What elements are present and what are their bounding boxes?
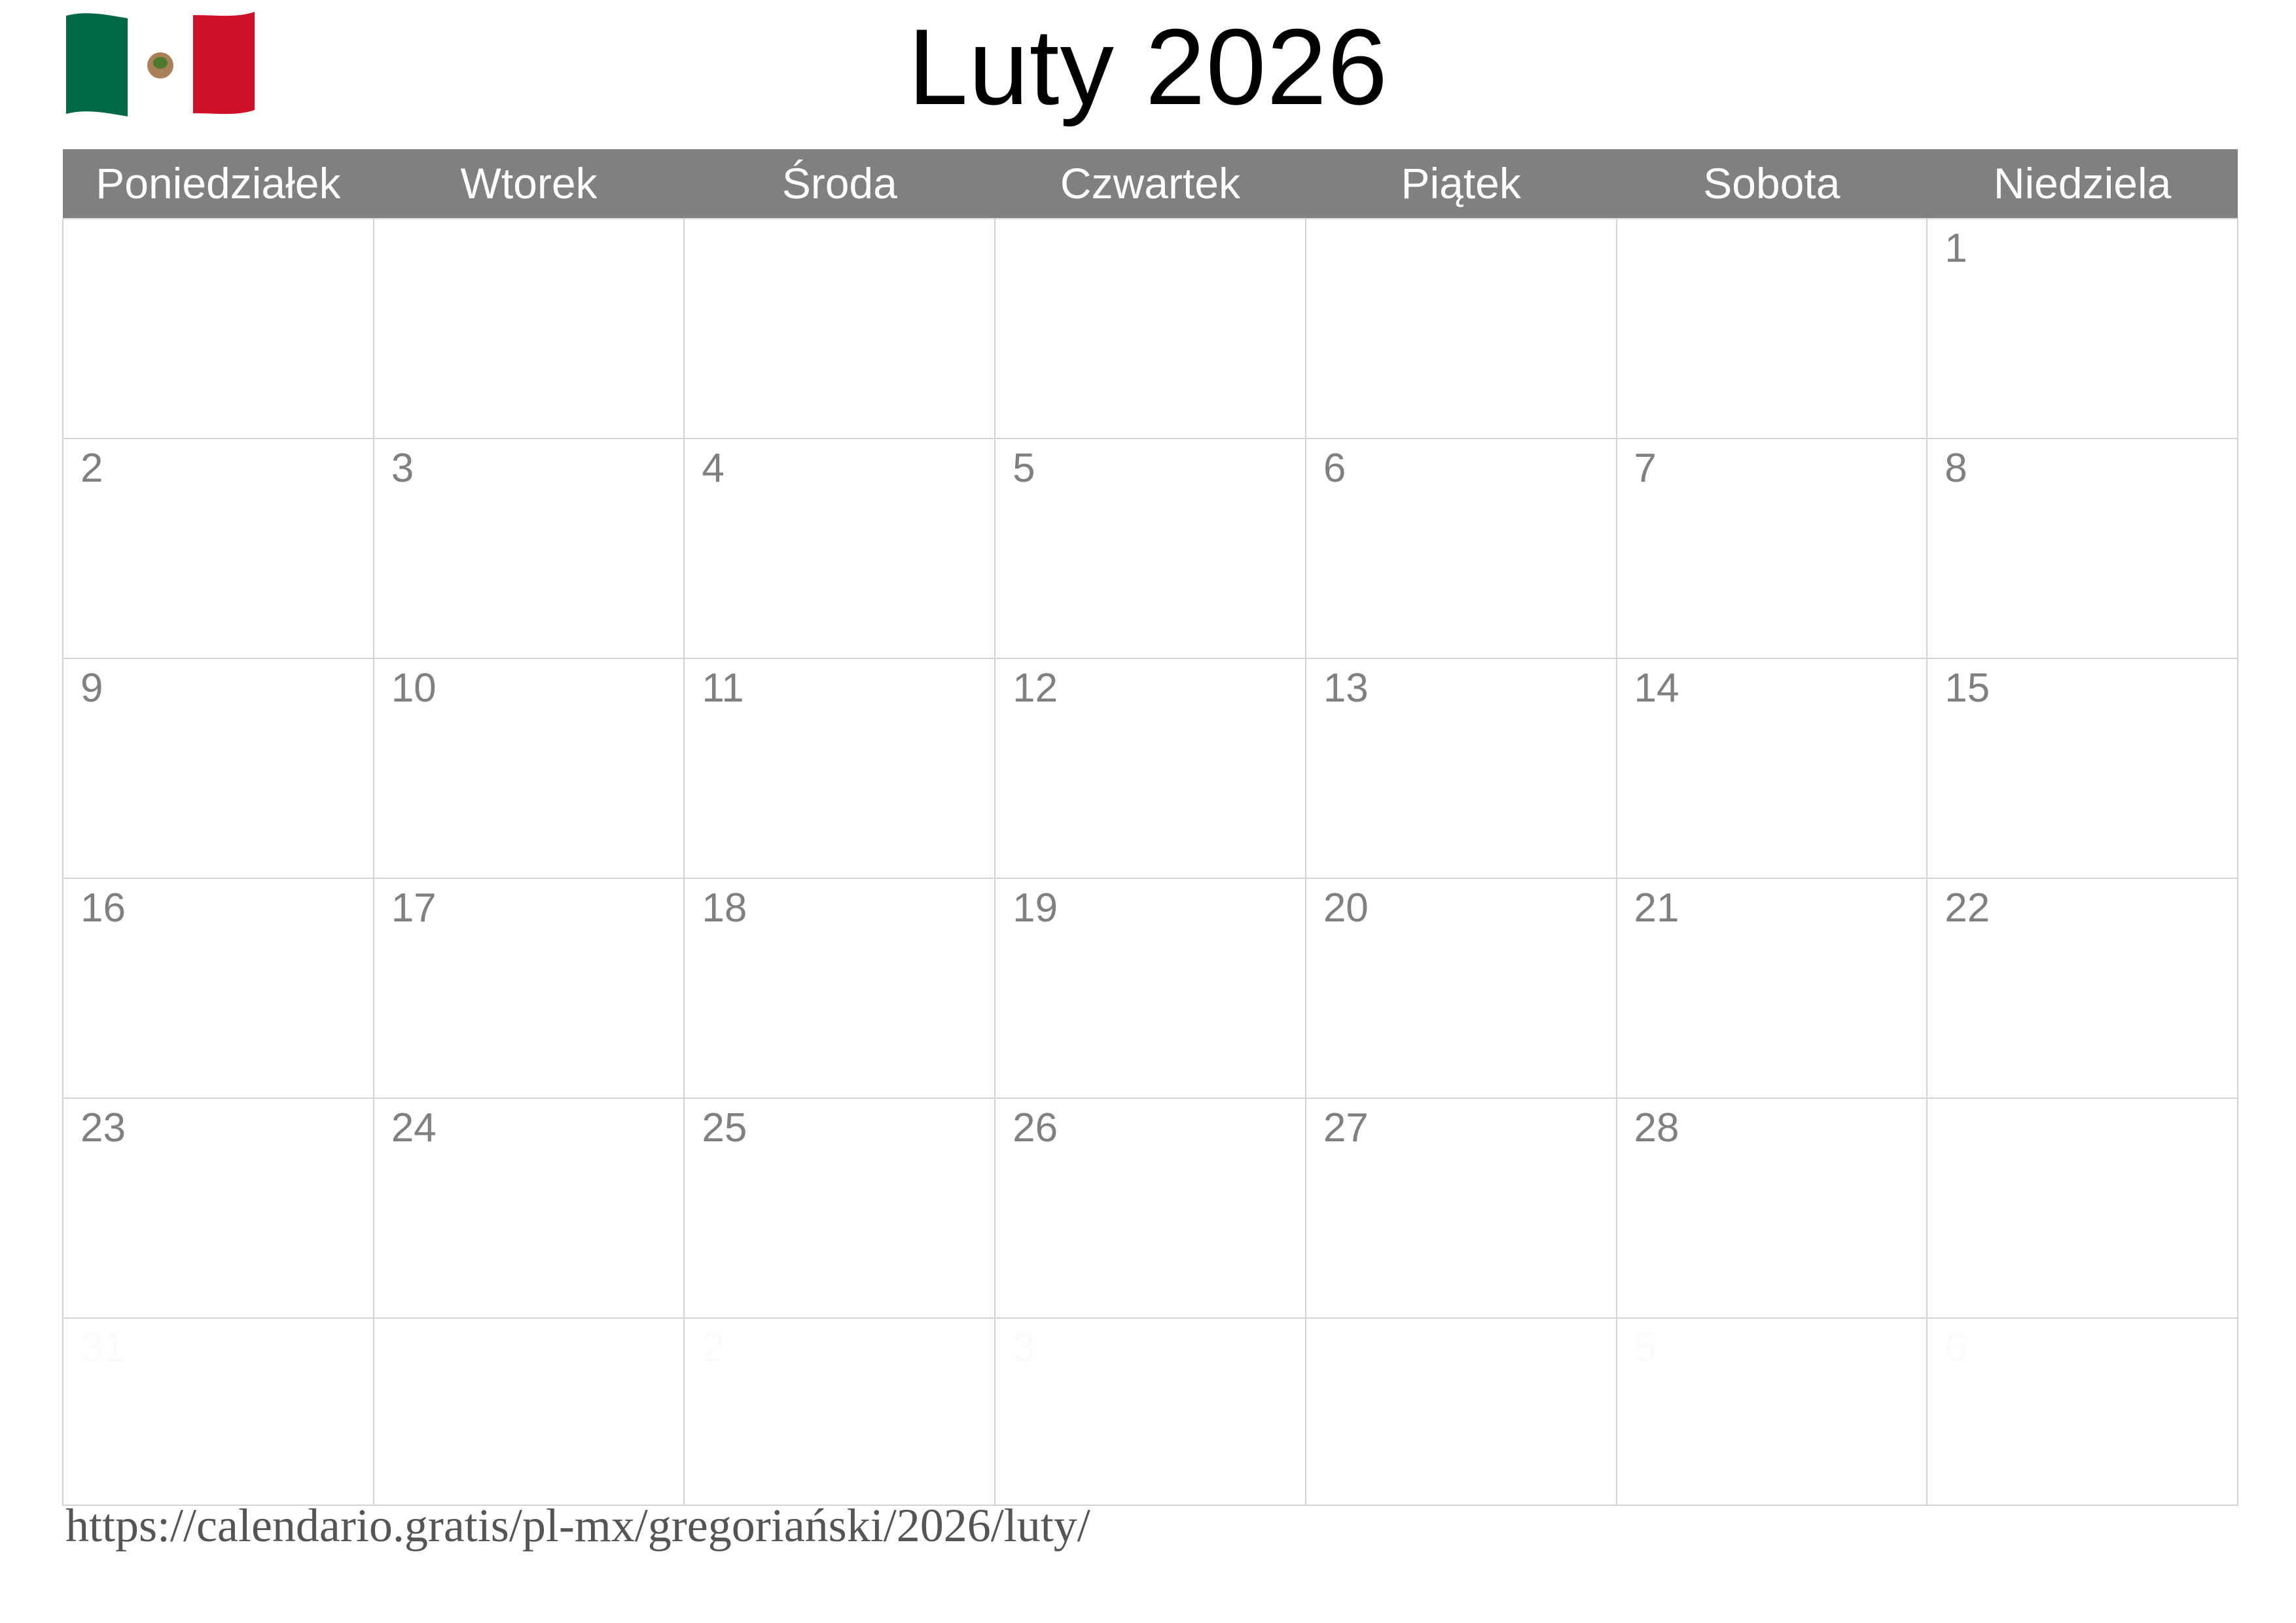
day-number: 6: [1945, 1325, 1967, 1370]
day-cell[interactable]: [684, 438, 995, 658]
day-number: 25: [702, 1105, 747, 1150]
calendar-week-row: [63, 658, 2238, 878]
day-cell[interactable]: [374, 1098, 685, 1318]
day-cell[interactable]: [374, 658, 685, 878]
day-cell[interactable]: [1306, 878, 1617, 1098]
day-cell[interactable]: [1617, 658, 1928, 878]
day-cell[interactable]: [995, 658, 1306, 878]
source-url[interactable]: https://calendario.gratis/pl-mx/gregoriański/2026/luty/: [65, 1499, 1090, 1552]
day-number: 16: [81, 885, 126, 931]
day-number: 11: [702, 666, 744, 711]
day-cell[interactable]: [1306, 1318, 1617, 1505]
day-number: 1: [1945, 226, 1967, 271]
day-cell[interactable]: [63, 1318, 374, 1505]
day-number: 3: [1013, 1325, 1035, 1370]
weekday-header-saturday: Sobota: [1617, 149, 1928, 219]
day-number: 13: [1323, 666, 1369, 711]
day-number: 4: [702, 446, 725, 491]
day-cell[interactable]: [684, 219, 995, 438]
weekday-header-tuesday: Wtorek: [374, 149, 685, 219]
day-cell[interactable]: [374, 438, 685, 658]
day-number: 14: [1634, 666, 1679, 711]
day-cell[interactable]: [374, 1318, 685, 1505]
weekday-header-sunday: Niedziela: [1927, 149, 2238, 219]
day-cell[interactable]: [63, 438, 374, 658]
day-cell[interactable]: [63, 878, 374, 1098]
day-number: 2: [702, 1325, 725, 1370]
day-cell[interactable]: [1617, 438, 1928, 658]
day-number: 10: [391, 666, 437, 711]
day-cell[interactable]: [995, 878, 1306, 1098]
day-cell[interactable]: [1306, 438, 1617, 658]
day-cell[interactable]: [1927, 878, 2238, 1098]
day-cell[interactable]: [1306, 219, 1617, 438]
day-number: 19: [1013, 885, 1058, 931]
weekday-header-thursday: Czwartek: [995, 149, 1306, 219]
day-cell[interactable]: [1617, 878, 1928, 1098]
day-cell[interactable]: [1617, 1318, 1928, 1505]
day-number: 5: [1013, 446, 1035, 491]
day-cell[interactable]: [1927, 1098, 2238, 1318]
calendar-week-row: [63, 1098, 2238, 1318]
day-cell[interactable]: [995, 219, 1306, 438]
weekday-header-wednesday: Środa: [684, 149, 995, 219]
day-cell[interactable]: [684, 1098, 995, 1318]
day-number: 17: [391, 885, 437, 931]
calendar-week-row: [63, 878, 2238, 1098]
day-number: 22: [1945, 885, 1990, 931]
day-number: 21: [1634, 885, 1679, 931]
calendar-header-row: [63, 149, 2238, 219]
calendar-week-row: [63, 438, 2238, 658]
day-cell[interactable]: [374, 219, 685, 438]
calendar-week-row: [63, 219, 2238, 438]
day-cell[interactable]: [63, 1098, 374, 1318]
day-number: 3: [391, 446, 414, 491]
day-number: 2: [81, 446, 103, 491]
day-cell[interactable]: [1927, 219, 2238, 438]
day-cell[interactable]: [1617, 219, 1928, 438]
day-number: 31: [81, 1325, 126, 1370]
day-cell[interactable]: [1927, 658, 2238, 878]
day-number: 12: [1013, 666, 1058, 711]
day-cell[interactable]: [684, 878, 995, 1098]
page-title: Luty 2026: [908, 7, 1388, 127]
day-number: 24: [391, 1105, 437, 1150]
day-cell[interactable]: [684, 1318, 995, 1505]
day-number: 20: [1323, 885, 1369, 931]
day-number: 9: [81, 666, 103, 711]
weekday-header-friday: Piątek: [1306, 149, 1617, 219]
day-number: 15: [1945, 666, 1990, 711]
day-cell[interactable]: [1927, 1318, 2238, 1505]
day-number: 18: [702, 885, 747, 931]
day-number: 7: [1634, 446, 1657, 491]
day-number: 5: [1634, 1325, 1657, 1370]
day-number: 27: [1323, 1105, 1369, 1150]
page-header: [0, 0, 2296, 141]
day-cell[interactable]: [1927, 438, 2238, 658]
day-cell[interactable]: [995, 1098, 1306, 1318]
calendar-week-row: [63, 1318, 2238, 1505]
day-number: 26: [1013, 1105, 1058, 1150]
day-cell[interactable]: [995, 438, 1306, 658]
weekday-header-monday: Poniedziałek: [63, 149, 374, 219]
day-number: 23: [81, 1105, 126, 1150]
day-number: 8: [1945, 446, 1967, 491]
day-cell[interactable]: [1617, 1098, 1928, 1318]
day-cell[interactable]: [1306, 658, 1617, 878]
day-cell[interactable]: [1306, 1098, 1617, 1318]
day-cell[interactable]: [995, 1318, 1306, 1505]
day-cell[interactable]: [63, 219, 374, 438]
day-number: 6: [1323, 446, 1346, 491]
calendar-table: [62, 149, 2238, 1506]
day-number: 28: [1634, 1105, 1679, 1150]
day-cell[interactable]: [63, 658, 374, 878]
day-cell[interactable]: [684, 658, 995, 878]
day-cell[interactable]: [374, 878, 685, 1098]
